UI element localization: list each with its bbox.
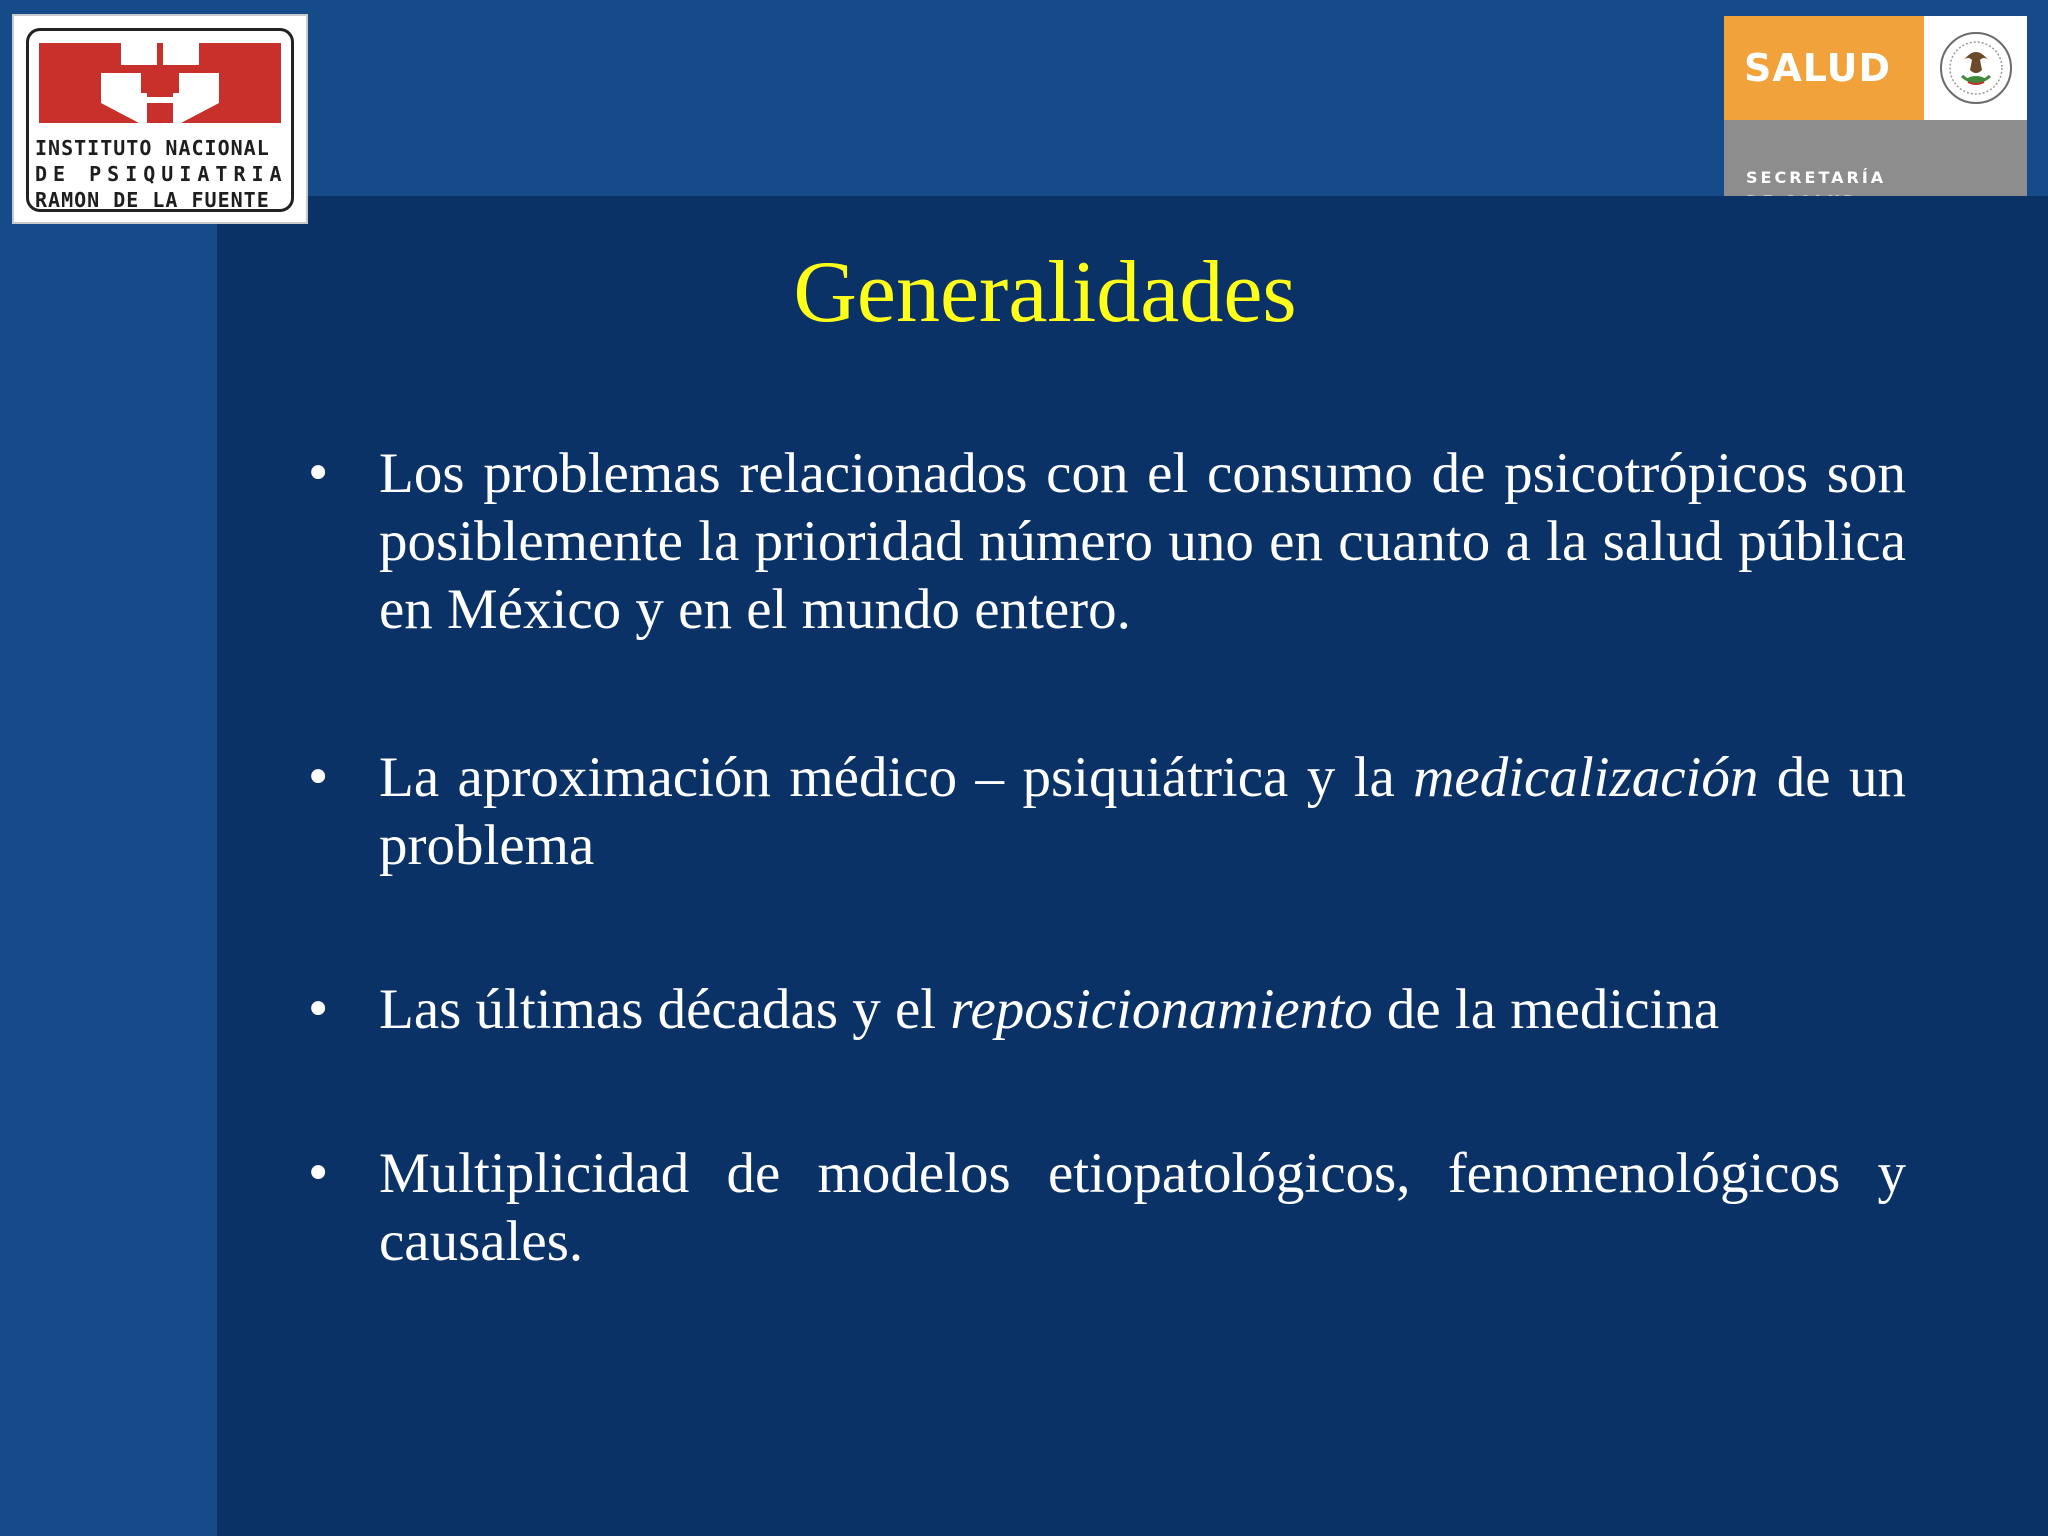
mexico-coat-of-arms-icon (1938, 30, 2014, 106)
salud-logo-word: SALUD (1744, 46, 1892, 90)
bullet-text-before: La aproximación médico – psiquiátrica y la (379, 746, 1414, 809)
salud-subtitle-line-1: SECRETARÍA (1746, 168, 1887, 187)
secretaria-de-salud-logo (1724, 16, 2027, 196)
bullet-text-after: de un problema (379, 746, 1906, 877)
salud-logo-banner (1724, 16, 2027, 120)
inprf-emblem-icon (29, 31, 291, 131)
bullet-marker: • (304, 446, 333, 502)
inprf-line-3: RAMON DE LA FUENTE (35, 188, 270, 212)
bullet-text-after: de la medicina (1372, 978, 1720, 1041)
inprf-logo-text (35, 135, 291, 212)
bullet-text-before: Las últimas décadas y el (379, 978, 951, 1041)
inprf-logo (12, 14, 308, 224)
slide-title: Generalidades (793, 244, 1297, 341)
inprf-line-2: DE PSIQUIATRIA (35, 162, 288, 186)
bullet-marker: • (304, 982, 333, 1038)
bullet-text-italic: reposicionamiento (950, 978, 1373, 1041)
inprf-logo-frame (26, 28, 294, 212)
bullet-text-italic: medicalización (1413, 746, 1759, 809)
inprf-line-1: INSTITUTO NACIONAL (35, 136, 270, 160)
bullet-marker: • (304, 1146, 333, 1202)
bullet-marker: • (304, 750, 333, 806)
salud-logo-footer (1724, 120, 2027, 196)
bullet-text: Los problemas relacionados con el consumo de psicotrópicos son posiblemente la prioridad número uno en cuanto a la salud pública en México y en el mundo entero. (379, 442, 1906, 641)
mexico-seal-box (1924, 16, 2027, 120)
bullet-text (379, 976, 1906, 1044)
bullet-text (379, 744, 1906, 880)
bullet-text: Multiplicidad de modelos etiopatológicos, fenomenológicos y causales. (379, 1142, 1906, 1273)
